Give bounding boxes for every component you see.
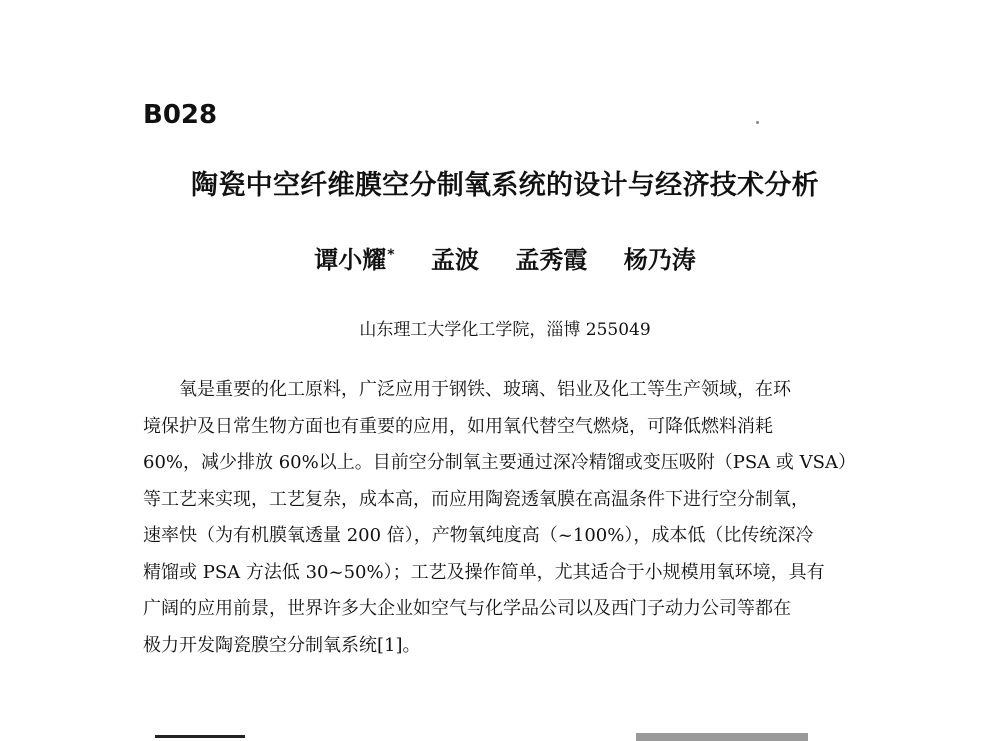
author-name-text: 杨乃涛 <box>623 246 696 274</box>
affiliation: 山东理工大学化工学院，淄博 255049 <box>359 320 651 340</box>
corresponding-author-mark: * <box>387 247 395 263</box>
body-line: 精馏或 PSA 方法低 30~50%）；工艺及操作简单，尤其适合于小规模用氧环境，具有 <box>143 561 825 583</box>
author-name <box>624 240 696 275</box>
body-line: 境保护及日常生物方面也有重要的应用，如用氧代替空气燃烧，可降低燃料消耗 <box>143 415 773 437</box>
paper-title: 陶瓷中空纤维膜空分制氧系统的设计与经济技术分析 <box>191 170 819 201</box>
body-line: 广阔的应用前景，世界许多大企业如空气与化学品公司以及西门子动力公司等都在 <box>143 598 791 619</box>
author-name <box>314 240 394 275</box>
figure-edge <box>636 733 808 741</box>
body-line: 氧是重要的化工原料，广泛应用于钢铁、玻璃、铝业及化工等生产领域，在环 <box>179 379 791 400</box>
scan-speck <box>756 121 759 124</box>
paper-code: B028 <box>143 100 218 130</box>
body-line: 等工艺来实现，工艺复杂，成本高，而应用陶瓷透氧膜在高温条件下进行空分制氧， <box>143 488 809 510</box>
body-paragraph <box>143 372 873 664</box>
author-list <box>140 240 870 275</box>
author-name-text: 谭小耀 <box>314 246 387 274</box>
author-name <box>515 240 587 275</box>
body-line: 极力开发陶瓷膜空分制氧系统[1]。 <box>143 634 421 656</box>
author-name-text: 孟秀霞 <box>515 246 588 274</box>
bottom-rule <box>155 735 245 738</box>
author-name <box>431 240 479 275</box>
body-line: 速率快（为有机膜氧透量 200 倍），产物氧纯度高（~100%），成本低（比传统深冷 <box>143 525 814 546</box>
author-name-text: 孟波 <box>430 246 479 274</box>
body-line: 60%，减少排放 60%以上。目前空分制氧主要通过深冷精馏或变压吸附（PSA 或 VSA） <box>143 452 856 473</box>
